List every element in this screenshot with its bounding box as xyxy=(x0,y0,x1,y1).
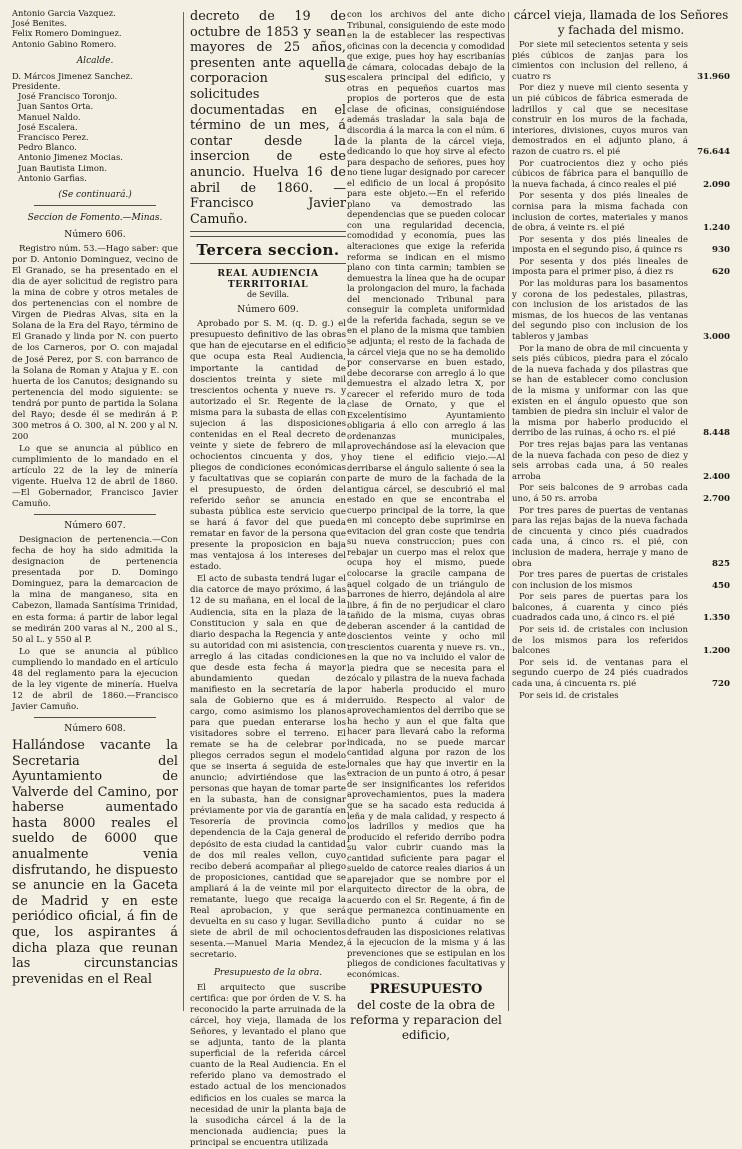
continuara-note: (Se continuará.) xyxy=(58,190,132,201)
notice-number: Número 607. xyxy=(64,520,126,532)
divider xyxy=(34,717,156,718)
divider xyxy=(34,205,156,206)
budget-item-text: Por tres pares de puertas de cristales con inclusion de los mismos xyxy=(512,570,688,591)
budget-item-text: Por tres pares de puertas de ventanas para las rejas bajas de la nueva fachada de cincuenta y cinco piés cuadrados cada una, á cinco rs. el pié, con inclusion de madera, herraje y mano de obra xyxy=(512,505,688,569)
budget-item xyxy=(512,344,730,439)
notice-609-paragraph: El arquitecto que suscribe certifica: que por órden de V. S. ha reconocido la parte arruinada de la cárcel, hoy vieja, llamada de los Señores, y levantado el plano que se adjunta, tanto de la planta superficial de la referida cárcel cuanto de la Real Audiencia. En el referido plano va demostrado el estado actual de los mencionados edificios en los cuales se marca la necesidad de unir la planta baja de la susodicha cárcel á la de la mencionada audiencia; pues la principal se encuentra utilizada xyxy=(190,983,346,1148)
divider xyxy=(190,231,346,232)
budget-item xyxy=(512,440,730,482)
budget-item xyxy=(512,40,730,82)
notice-607-text: Designacion de pertenencia.—Con fecha de hoy ha sido admitida la designacion de pertenencia presentada por D. Domingo Dominguez, para la demarcacion de la mina de manganeso, sita en Cabezon, llamada Santísima Trinidad, en esta forma: á partir de labor legal se medirán 200 varas al N., 200 al S., 50 al L. y 550 al P. xyxy=(12,535,178,645)
name-line: Felix Romero Dominguez. xyxy=(12,28,122,39)
budget-item xyxy=(512,159,730,191)
name-line: D. Márcos Jimenez Sanchez. Presidente. xyxy=(12,70,133,92)
budget-item-text: Por seis id. de cristales xyxy=(519,690,619,701)
budget-item-amount: 1.350 xyxy=(703,613,730,624)
notice-606-text-2: Lo que se anuncia al público en cumplimiento de lo mandado en el artículo 22 de la ley de minería vigente. Huelva 12 de abril de 1860.—El Gobernador, Francisco Javier Camuño. xyxy=(12,443,178,510)
budget-item xyxy=(512,691,730,702)
budget-item-amount: 2.090 xyxy=(703,179,730,190)
audiencia-subheading: de Sevilla. xyxy=(246,290,290,300)
presupuesto-subtitle: del coste de la obra de reforma y reparacion del edificio, xyxy=(350,998,502,1043)
budget-item-amount: 450 xyxy=(712,580,730,591)
budget-header: cárcel vieja, llamada de los Señores y fachada del mismo. xyxy=(513,8,729,37)
budget-item-text: Por sesenta y dos piés lineales de imposta para el primer piso, á diez rs xyxy=(512,256,688,278)
name-line: José Francisco Toronjo. xyxy=(18,91,118,102)
notice-609-paragraph: El acto de subasta tendrá lugar el dia catorce de mayo próximo, á las 12 de su mañana, en el local de la Audiencia, sita en la plaza de la Constitucion y sala en que de diario despacha la Regencia y ante su autoridad con mi asistencia, con arreglo á las citadas condiciones que desde esta fecha á mayor abundamiento quedan de manifiesto en la secretaría de la sala de Gobierno que es á mi cargo, como asimismo los planos para que puedan enterarse los visitadores sobre el terreno. El remate se ha de celebrar por pliegos cerrados segun el modelo que se inserta á seguida de este anuncio; advirtiéndose que las personas que hayan de tomar parte en la subasta, han de consignar préviamente por via de garantía en Tesorería de provincia como dependencia de la Caja general de depósito de esta ciudad la cantidad de dos mil reales vellon, cuyo recibo deberá acompañar al pliego de proposiciones, cantidad que se ampliará á la de veinte mil por el rematante, luego que recaiga la Real aprobacion, y que será devuelta en su caso y lugar. Sevilla siete de abril de mil ochocientos sesenta.—Manuel Maria Mendez, secretario. xyxy=(190,574,346,960)
names-alcalde xyxy=(12,71,178,183)
names-top xyxy=(12,8,178,49)
alcalde-label: Alcalde. xyxy=(76,55,114,66)
budget-item-amount: 1.240 xyxy=(703,223,730,234)
name-line: Antonio Garcia Vazquez. xyxy=(12,8,116,18)
notice-number: Número 608. xyxy=(64,722,126,734)
budget-item-amount: 720 xyxy=(712,679,730,690)
budget-item xyxy=(512,625,730,657)
column-4 xyxy=(512,8,730,1015)
budget-item-amount: 825 xyxy=(712,558,730,569)
name-line: Antonio Garfias. xyxy=(18,172,87,183)
section-title: Seccion de Fomento.—Minas. xyxy=(27,213,163,224)
presupuesto-heading: Presupuesto de la obra. xyxy=(213,968,323,979)
budget-item-text: Por seis pares de puertas para los balcones, á cuarenta y cinco piés cuadrados cada uno, á cinco rs. el pié xyxy=(512,592,688,624)
section-heading: Tercera seccion. xyxy=(196,241,340,260)
notice-608-text: Hallándose vacante la Secretaria del Ayuntamiento de Valverde del Camino, por haberse aumentado hasta 8000 reales el sueldo de 6000 que anualmente venia disfrutando, he dispuesto se anuncie en la Gaceta de Madrid y en este periódico oficial, á fin de que, los aspirantes á dicha plaza que reunan las circunstancias prevenidas en el Real xyxy=(12,737,178,987)
notice-number: Número 606. xyxy=(64,229,126,241)
budget-item-text: Por tres rejas bajas para las ventanas de la nueva fachada con peso de diez y seis arrobas cada una, á 50 reales arroba xyxy=(512,439,688,482)
budget-item-text: Por sesenta y dos piés lineales de imposta en el segundo piso, á quince rs xyxy=(512,234,688,256)
budget-item-text: Por diez y nueve mil ciento sesenta y un pié cúbicos de fábrica esmerada de ladrillos y cal que se necesitase construir en los muros de la fachada, interiores, divisiones, cuyos muros van demostrados en el adjunto plano, á razon de cuatro rs. el pié xyxy=(512,83,688,157)
budget-item xyxy=(512,235,730,256)
budget-item-amount: 2.400 xyxy=(703,471,730,482)
name-line: José Benites. xyxy=(12,18,67,29)
budget-item-amount: 3.000 xyxy=(703,332,730,343)
budget-item-amount: 2.700 xyxy=(703,493,730,504)
notice-number: Número 609. xyxy=(237,304,299,316)
budget-item-amount: 31.960 xyxy=(697,71,730,82)
budget-item-text: Por cuatrocientos diez y ocho piés cúbicos de fábrica para el banquillo de la nueva fachada, á cinco reales el pié xyxy=(512,158,688,190)
budget-item xyxy=(512,191,730,233)
name-line: José Escalera. xyxy=(18,121,78,132)
budget-item-amount: 930 xyxy=(712,245,730,256)
budget-item xyxy=(512,506,730,570)
name-line: Juan Bautista Limon. xyxy=(18,162,107,173)
budget-item-text: Por seis id. de ventanas para el segundo cuerpo de 24 piés cuadrados cada una, á cincuenta rs. pié xyxy=(512,657,688,690)
name-line: Antonio Jimenez Mocias. xyxy=(18,152,123,163)
audiencia-heading: REAL AUDIENCIA TERRITORIAL xyxy=(217,268,319,291)
budget-item xyxy=(512,592,730,624)
notice-607-text-2: Lo que se anuncia al público cumpliendo lo mandado en el artículo 48 del reglamento para la ejecucion de la ley vigente de minería. Huelva 12 de abril de 1860.—Francisco Javier Camuño. xyxy=(12,646,178,712)
name-line: Manuel Naldo. xyxy=(18,111,81,122)
budget-item-text: Por las molduras para los basamentos y corona de los pedestales, pilastras, con inclusion de los aristados de las mismas, de los huecos de las ventanas del segundo piso con inclusion de los tableros y jambas xyxy=(512,279,688,343)
budget-item-amount: 76.644 xyxy=(697,146,730,157)
budget-item-text: Por seis id. de cristales con inclusion de los mismos para los referidos balcones xyxy=(512,625,688,657)
column-3 xyxy=(347,8,505,1043)
budget-item xyxy=(512,658,730,690)
budget-item-amount: 8.448 xyxy=(703,428,730,439)
divider xyxy=(190,236,346,237)
budget-item xyxy=(512,483,730,504)
budget-item xyxy=(512,257,730,278)
budget-item-text: Por la mano de obra de mil cincuenta y seis piés cúbicos, piedra para el zócalo de la nueva fachada y dos pilastras que se han de establecer como conclusion de la misma y uniformar con las que existen en el ángulo opuesto que son tambien de piedra sin incluir el valor de la misma por haberlo producido el derribo de las ruinas, á ocho rs. el pié xyxy=(512,343,688,439)
notice-606-text: Registro núm. 53.—Hago saber: que por D. Antonio Dominguez, vecino de El Granado, se ha presentado en el dia de ayer solicitud de registro para la mina de cobre y otros metales de dos pertenencias con el nombre de Virgen de Piedras Alvas, sita en la Solana de la Era del Rayo, término de El Granado y linda por N. con puerto de los Carneros, por O. con majadal de José Perez, por S. con barranco de la Solana de Roman y Atajua y E. con huerta de los Canutos; designando su pertenencia del modo siguiente: se tendrá por punto de partida la Solana del Rayo; desde él se medirán á P. 300 metros á O. 300, al N. 200 y al N. 200 xyxy=(12,244,178,442)
budget-item-amount: 1.200 xyxy=(703,646,730,657)
budget-item xyxy=(512,279,730,343)
name-line: Juan Santos Orta. xyxy=(18,101,94,112)
column-2 xyxy=(190,8,346,1148)
divider xyxy=(190,263,346,264)
name-line: Antonio Gabino Romero. xyxy=(12,38,117,49)
divider xyxy=(34,514,156,515)
presupuesto-title: PRESUPUESTO xyxy=(369,982,483,998)
budget-item-text: Por seis balcones de 9 arrobas cada uno, á 50 rs. arroba xyxy=(512,483,688,504)
column-1 xyxy=(12,8,178,1015)
budget-item xyxy=(512,83,730,157)
notice-608-continued: decreto de 19 de octubre de 1853 y sean mayores de 25 años, presenten ante aquella corporacion sus solicitudes documentadas en el término de un mes, á contar desde la insercion de este anuncio. Huelva 16 de abril de 1860. —Francisco Javier Camuño. xyxy=(190,9,346,227)
budget-item-text: Por siete mil setecientos setenta y seis piés cúbicos de zanjas para los cimientos con inclusion del relleno, á cuatro rs xyxy=(512,40,688,82)
budget-item xyxy=(512,570,730,591)
name-line: Pedro Blanco. xyxy=(18,142,77,153)
budget-items xyxy=(512,40,730,701)
name-line: Francisco Perez. xyxy=(18,132,89,143)
column-3-text: con los archivos del ante dicho Tribunal, consiguiendo de este modo en la de establecer las respectivas oficinas con la decencia y comodidad que exige, pues hoy hay escribanías de cámara, colocadas debajo de la escalera principal del edificio, y otras en pequeños cuartos mas propios de porteros que de esta clase de oficinas, consiguiéndose además trasladar la sala baja de discordia á la marca la con el núm. 6 de la planta de la cárcel vieja, dedicando lo que hoy sirve al efecto para despacho de señores, pues hoy no tiene lugar designado por carecer el edificio de un local á propósito para este objeto.—En el referido plano va demostrado las dependencias que se pueden colocar con una regularidad decencia, comodidad y economía, pues las alteraciones que exige la referida reforma se indican en el mismo plano con tinta carmin; tambien se demuestra la línea que ha de ocupar la prolongacion del muro, la fachada del mencionado Tribunal para conseguir la completa uniformidad de la referida fachada, segun se ve en el plano de la misma que tambien se adjunta; el resto de la fachada de la cárcel vieja que no se ha demolido por conservarse en buen estado, debe decorarse con arreglo á lo que demuestra el alzado letra X, por carecer el referido muro de toda clase de Ornato, y que el Excelentísimo Ayuntamiento obligaria á ello con arreglo á las ordenanzas municipales, aprovechándose así la elevacion que hoy tiene el edificio viejo.—Al derribarse el ángulo saliente ó sea la parte de muro de la fachada de la antigua cárcel, se descubrió el mal estado en que se encontraba el cuerpo principal de la torre, la que en mi concepto debe suprimirse en evitacion del gran coste que tendria su nueva construccion; pues con rebajar un cuerpo mas el relox que ocupa hoy el mismo, puede colocarse la gracile campana de aquel colgado de un triángulo de barrones de hierro, dejándola al aire libre, á fin de no perjudicar el claro tañido de la misma, cuyas obras deberan ascender á la cantidad de doscientos veinte y ocho mil trescientos cuarenta y nueve rs. vn., en la que no va incluido el valor de la piedra que se necesita para el zócalo y pilastra de la nueva fachada por haberla producido el muro derruido. Respecto al valor de aprovechamientos del derribo que se ha hecho y aun el que falta que hacer para llevará cabo la reforma indicada, no se puede marcar cantidad alguna por razon de los jornales que hay que invertir en la extracion de un punto á otro, á pesar de ser insignificantes los referidos aprovechamientos, pues la madera que se ha sacado esta reducida á leña y de mala calidad, y respecto á los ladrillos y medios que ha producido el referido derribo podra su valor cubrir cuando mas la cantidad suficiente para pagar el sueldo de catorce reales diarios á un aparejador que se nombre por el arquitecto director de la obra, de acuerdo con el Sr. Regente, á fin de que permanezca continuamente en dicho punto á cuidar no se defrauden las disposiciones relativas á la ejecucion de la misma y á las prevenciones que se estipulan en los pliegos de condiciones facultativas y económicas. xyxy=(347,9,505,979)
budget-item-text: Por sesenta y dos piés lineales de cornisa para la misma fachada con inclusion de cortes, materiales y manos de obra, á veinte rs. el pié xyxy=(512,191,688,234)
notice-609-paragraph: Aprobado por S. M. (q. D. g.) el presupuesto definitivo de las obras que han de ejecutarse en el edificio que ocupa esta Real Audiencia, importante la cantidad de doscientos treinta y siete mil trescientos ochenta y nueve rs. y autorizado el Sr. Regente de la misma para la subasta de ellas con sujecion á las disposiciones contenidas en el Real decreto de veinte y siete de febrero de mil ochocientos cincuenta y dos, y pliegos de condiciones económicas y facultativas que se copiarán con el presupuesto, de órden del referido señor se anuncia en subasta pública este servicio que se hará á favor del que pueda rematar en favor de la persona que presente la proposicion en baja mas ventajosa á los intereses del estado. xyxy=(190,319,346,573)
budget-item-amount: 620 xyxy=(712,267,730,278)
